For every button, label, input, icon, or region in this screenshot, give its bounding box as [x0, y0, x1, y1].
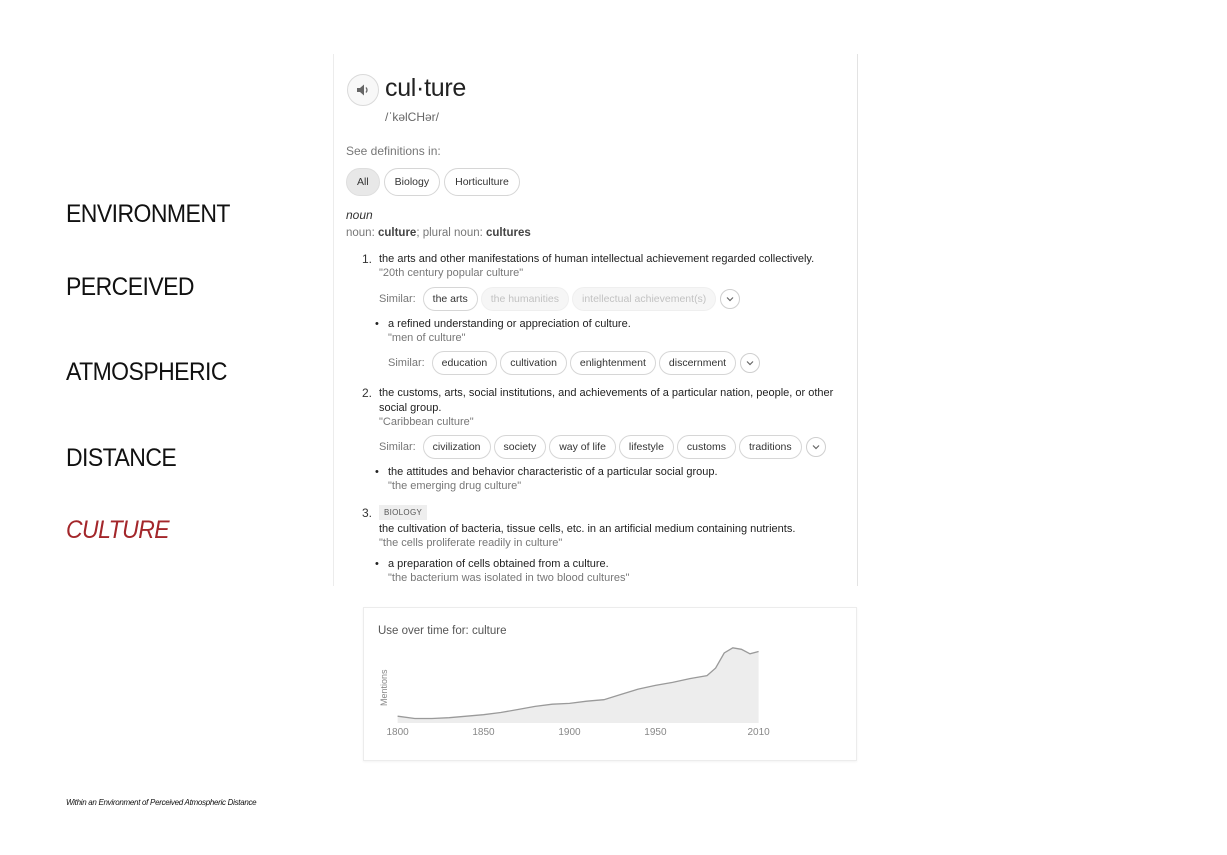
expand-similar-button[interactable]	[720, 289, 740, 309]
x-tick-label: 1900	[558, 727, 581, 738]
similar-label: Similar:	[379, 441, 416, 453]
bullet: •	[375, 466, 379, 478]
filter-biology[interactable]: Biology	[384, 168, 440, 196]
word-atmospheric: ATMOSPHERIC	[66, 358, 227, 386]
x-tick-label: 1950	[644, 727, 667, 738]
x-tick-label: 2010	[747, 727, 770, 738]
subsense-definition: a refined understanding or appreciation of culture.	[388, 318, 631, 330]
x-tick-label: 1800	[386, 727, 409, 738]
part-of-speech: noun	[346, 208, 373, 222]
similar-chip[interactable]: the humanities	[481, 287, 569, 311]
word-perceived: PERCEIVED	[66, 273, 194, 301]
similar-chip[interactable]: way of life	[549, 435, 616, 459]
similar-chip[interactable]: education	[432, 351, 498, 375]
similar-row	[379, 287, 740, 311]
usage-chart-card	[363, 607, 857, 761]
bullet: •	[375, 558, 379, 570]
similar-label: Similar:	[379, 293, 416, 305]
chevron-down-icon	[725, 294, 735, 304]
sense-number: 2.	[362, 386, 373, 400]
similar-chip[interactable]: civilization	[423, 435, 491, 459]
sense-number: 3.	[362, 506, 373, 520]
similar-chip[interactable]: intellectual achievement(s)	[572, 287, 716, 311]
similar-row	[388, 351, 760, 375]
chevron-down-icon	[811, 442, 821, 452]
sense-example: "the cells proliferate readily in culture"	[379, 537, 563, 549]
definition-filters	[346, 168, 520, 196]
sense-definition: the cultivation of bacteria, tissue cells, etc. in an artificial medium containing nutrients.	[379, 523, 796, 535]
subsense-example: "men of culture"	[388, 332, 466, 344]
sense-definition: the arts and other manifestations of human intellectual achievement regarded collectively.	[379, 253, 815, 265]
forms-plural: cultures	[486, 227, 531, 239]
word-distance: DISTANCE	[66, 444, 177, 472]
chevron-down-icon	[745, 358, 755, 368]
filter-horticulture[interactable]: Horticulture	[444, 168, 520, 196]
pronunciation-button[interactable]	[347, 74, 379, 106]
phonetic: /ˈkəlCHər/	[385, 110, 440, 124]
word-culture: CULTURE	[66, 516, 170, 544]
similar-chip[interactable]: lifestyle	[619, 435, 674, 459]
word-forms	[346, 227, 531, 239]
sense-example: "Caribbean culture"	[379, 416, 474, 428]
y-axis-label: Mentions	[379, 669, 389, 706]
similar-row	[379, 435, 826, 459]
usage-title: Use over time for: culture	[378, 625, 507, 637]
bullet: •	[375, 318, 379, 330]
similar-chip[interactable]: society	[494, 435, 547, 459]
subsense-definition: the attitudes and behavior characteristic of a particular social group.	[388, 466, 718, 478]
similar-chip[interactable]: traditions	[739, 435, 802, 459]
usage-chart	[364, 608, 856, 760]
subsense-definition: a preparation of cells obtained from a culture.	[388, 558, 609, 570]
headword: cul·ture	[385, 74, 466, 102]
sense-number: 1.	[362, 252, 373, 266]
subsense-example: "the emerging drug culture"	[388, 480, 522, 492]
similar-label: Similar:	[388, 357, 425, 369]
see-definitions-label: See definitions in:	[346, 144, 441, 158]
subsense-example: "the bacterium was isolated in two blood cultures"	[388, 572, 630, 584]
forms-middle: ; plural noun:	[416, 227, 487, 239]
x-tick-label: 1850	[472, 727, 495, 738]
sense-example: "20th century popular culture"	[379, 267, 524, 279]
forms-prefix: noun:	[346, 227, 378, 239]
similar-chip[interactable]: the arts	[423, 287, 478, 311]
sense-definition: the customs, arts, social institutions, and achievements of a particular nation, people, or other social group.	[379, 387, 834, 414]
word-environment: ENVIRONMENT	[66, 200, 230, 228]
domain-tag: BIOLOGY	[379, 505, 427, 520]
similar-chip[interactable]: customs	[677, 435, 736, 459]
usage-area	[398, 648, 759, 723]
forms-word: culture	[377, 227, 417, 239]
speaker-icon	[355, 82, 371, 98]
expand-similar-button[interactable]	[806, 437, 826, 457]
expand-similar-button[interactable]	[740, 353, 760, 373]
similar-chip[interactable]: cultivation	[500, 351, 567, 375]
similar-chip[interactable]: enlightenment	[570, 351, 656, 375]
similar-chip[interactable]: discernment	[659, 351, 736, 375]
footer-caption: Within an Environment of Perceived Atmospheric Distance	[66, 798, 257, 807]
dictionary-card	[333, 54, 858, 586]
filter-all[interactable]: All	[346, 168, 380, 196]
